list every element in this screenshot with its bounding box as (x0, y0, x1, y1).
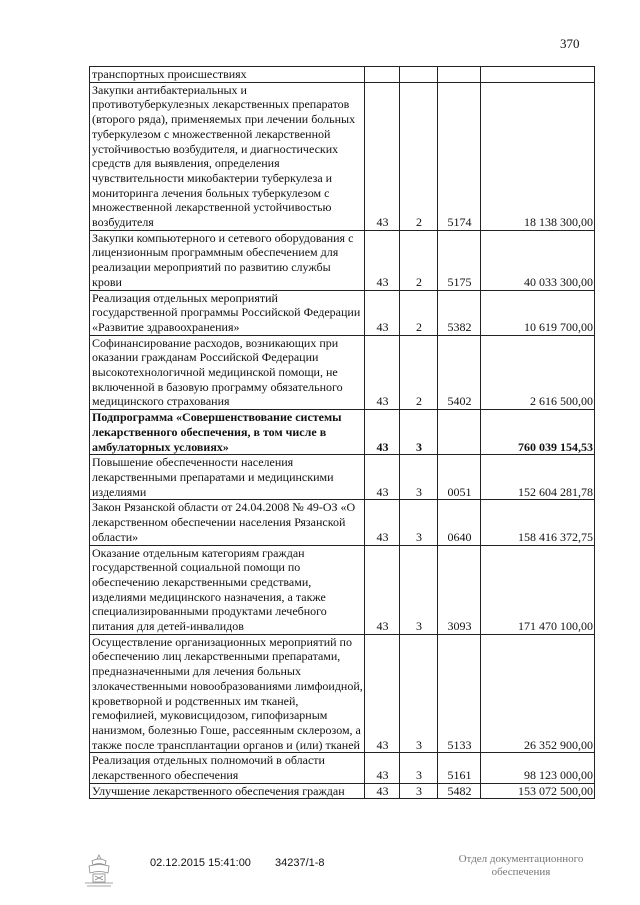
row-sum-cell: 158 416 372,75 (481, 500, 595, 545)
table-row (90, 455, 595, 500)
row-sum-cell: 153 072 500,00 (481, 783, 595, 799)
row-code-a-cell: 43 (365, 634, 400, 753)
row-code-a-cell: 43 (365, 410, 400, 455)
row-name-cell: Осуществление организационных мероприятий по обеспечению лиц лекарственными препаратами, предназначенными для лечения больных злокачественными новообразованиями лимфоидной, кроветворной и родственных им тканей, гемофилией, муковисцидозом, гипофизарным нанизмом, болезнью Гоше, рассеянным склерозом, а также после трансплантации органов и (или) тканей (90, 634, 365, 753)
table-row (90, 410, 595, 455)
row-code-c-cell: 5402 (438, 335, 481, 410)
table-row (90, 500, 595, 545)
table-row (90, 753, 595, 783)
row-code-c-cell: 5175 (438, 230, 481, 290)
row-name-cell: Закупки компьютерного и сетевого оборудования с лицензионным программным обеспечением для реализации мероприятий по развитию службы крови (90, 230, 365, 290)
table-row (90, 67, 595, 83)
row-code-b-cell: 2 (400, 290, 438, 335)
row-code-a-cell (365, 67, 400, 83)
row-name-cell: Закупки антибактериальных и противотуберкулезных лекарственных препаратов (второго ряда), применяемых при лечении больных туберкулезом с множественной лекарственной устойчивостью возбудителя, и диагностических средств для выявления, определения чувствительности микобактерии туберкулеза и мониторинга лечения больных туберкулезом с множественной лекарственной устойчивостью возбудителя (90, 82, 365, 230)
row-code-c-cell: 0640 (438, 500, 481, 545)
row-name-cell: Улучшение лекарственного обеспечения граждан (90, 783, 365, 799)
row-code-c-cell: 5133 (438, 634, 481, 753)
row-code-c-cell (438, 67, 481, 83)
table-row (90, 634, 595, 753)
row-code-c-cell: 5482 (438, 783, 481, 799)
row-name-cell: Софинансирование расходов, возникающих при оказании гражданам Российской Федерации высокотехнологичной медицинской помощи, не включенной в базовую программу обязательного медицинского страхования (90, 335, 365, 410)
page-number: 370 (560, 36, 580, 51)
row-name-cell: Реализация отдельных мероприятий государственной программы Российской Федерации «Развитие здравоохранения» (90, 290, 365, 335)
row-name-cell: Повышение обеспеченности населения лекарственными препаратами и медицинскими изделиями (90, 455, 365, 500)
row-code-b-cell: 2 (400, 230, 438, 290)
row-name-cell: транспортных происшествиях (90, 67, 365, 83)
row-code-b-cell: 3 (400, 783, 438, 799)
table-row (90, 545, 595, 634)
row-code-b-cell (400, 67, 438, 83)
footer-doc-code: 34237/1-8 (275, 857, 325, 869)
row-name-cell: Подпрограмма «Совершенствование системы лекарственного обеспечения, в том числе в амбулаторных условиях» (90, 410, 365, 455)
footer-stamp-line1: Отдел документационного (458, 853, 584, 865)
table-row (90, 290, 595, 335)
row-sum-cell: 152 604 281,78 (481, 455, 595, 500)
table-row (90, 335, 595, 410)
row-code-b-cell: 2 (400, 335, 438, 410)
footer-stamp (446, 853, 596, 879)
coat-of-arms-icon (80, 853, 118, 889)
row-code-a-cell: 43 (365, 545, 400, 634)
row-sum-cell: 26 352 900,00 (481, 634, 595, 753)
row-code-b-cell: 3 (400, 753, 438, 783)
footer-stamp-line2: обеспечения (491, 866, 551, 878)
row-sum-cell: 40 033 300,00 (481, 230, 595, 290)
row-sum-cell: 98 123 000,00 (481, 753, 595, 783)
row-name-cell: Закон Рязанской области от 24.04.2008 № 49-ОЗ «О лекарственном обеспечении населения Рязанской области» (90, 500, 365, 545)
row-code-a-cell: 43 (365, 753, 400, 783)
row-code-c-cell: 5161 (438, 753, 481, 783)
table-row (90, 230, 595, 290)
table-row (90, 82, 595, 230)
row-sum-cell: 18 138 300,00 (481, 82, 595, 230)
table-row (90, 783, 595, 799)
row-code-a-cell: 43 (365, 335, 400, 410)
row-code-b-cell: 3 (400, 455, 438, 500)
row-code-b-cell: 3 (400, 545, 438, 634)
row-sum-cell (481, 67, 595, 83)
row-code-c-cell (438, 410, 481, 455)
budget-table (89, 66, 595, 799)
row-code-b-cell: 3 (400, 500, 438, 545)
footer-datetime: 02.12.2015 15:41:00 (150, 857, 251, 869)
row-sum-cell: 760 039 154,53 (481, 410, 595, 455)
row-sum-cell: 10 619 700,00 (481, 290, 595, 335)
row-code-a-cell: 43 (365, 783, 400, 799)
row-code-a-cell: 43 (365, 82, 400, 230)
row-name-cell: Оказание отдельным категориям граждан государственной социальной помощи по обеспечению лекарственными средствами, изделиями медицинского назначения, а также специализированными продуктами лечебного питания для детей-инвалидов (90, 545, 365, 634)
row-sum-cell: 171 470 100,00 (481, 545, 595, 634)
row-code-c-cell: 5382 (438, 290, 481, 335)
row-sum-cell: 2 616 500,00 (481, 335, 595, 410)
row-code-b-cell: 2 (400, 82, 438, 230)
row-code-c-cell: 5174 (438, 82, 481, 230)
row-code-a-cell: 43 (365, 290, 400, 335)
budget-table-body (90, 67, 595, 799)
row-code-c-cell: 0051 (438, 455, 481, 500)
row-code-c-cell: 3093 (438, 545, 481, 634)
row-code-a-cell: 43 (365, 500, 400, 545)
row-code-b-cell: 3 (400, 410, 438, 455)
row-code-a-cell: 43 (365, 230, 400, 290)
row-code-b-cell: 3 (400, 634, 438, 753)
row-name-cell: Реализация отдельных полномочий в области лекарственного обеспечения (90, 753, 365, 783)
row-code-a-cell: 43 (365, 455, 400, 500)
